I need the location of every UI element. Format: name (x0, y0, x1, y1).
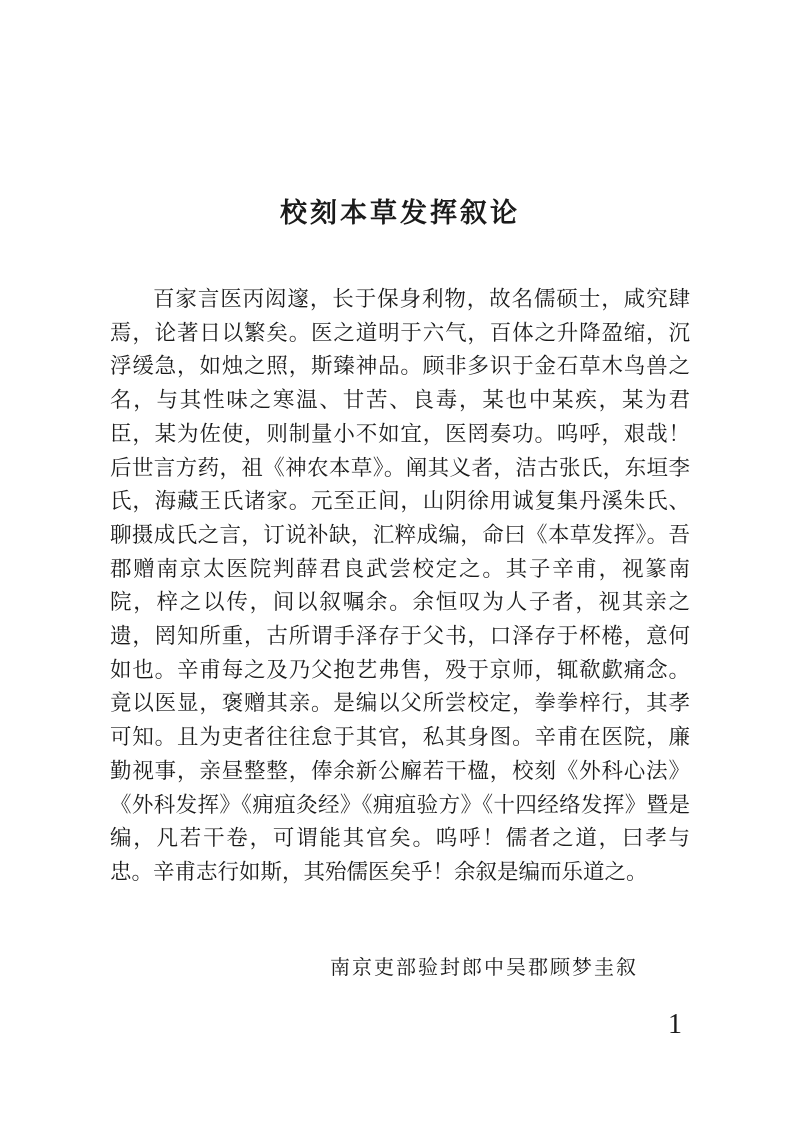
preface-body (110, 283, 690, 890)
preface-paragraph: 百家言医丙闳邃，长于保身利物，故名儒硕士，咸究肆焉，论著日以繁矣。医之道明于六气，百体之升降盈缩，沉浮缓急，如烛之照，斯臻神品。顾非多识于金石草木鸟兽之名，与其性味之寒温、甘苦、良毒，某也中某疾，某为君臣，某为佐使，则制量小不如宜，医罔奏功。呜呼，艰哉！后世言方药，祖《神农本草》。阐其义者，洁古张氏，东垣李氏，海藏王氏诸家。元至正间，山阴徐用诚复集丹溪朱氏、聊摄成氏之言，订说补缺，汇粹成编，命曰《本草发挥》。吾郡赠南京太医院判薛君良武尝校定之。其子辛甫，视篆南院，梓之以传，间以叙嘱余。余恒叹为人子者，视其亲之遗，罔知所重，古所谓手泽存于父书，口泽存于杯棬，意何如也。辛甫每之及乃父抱艺弗售，殁于京师，辄欷歔痛念。竟以医显，褒赠其亲。是编以父所尝校定，拳拳梓行，其孝可知。且为吏者往往怠于其官，私其身图。辛甫在医院，廉勤视事，亲昼整整，俸余新公廨若干楹，校刻《外科心法》《外科发挥》《痈疽灸经》《痈疽验方》《十四经络发挥》暨是编，凡若干卷，可谓能其官矣。呜呼！儒者之道，曰孝与忠。辛甫志行如斯，其殆儒医矣乎！余叙是编而乐道之。 (110, 287, 690, 885)
author-signature-line: 南京吏部验封郎中吴郡顾梦圭叙 (330, 955, 638, 979)
page-number: 1 (668, 1009, 682, 1040)
page-title: 校刻本草发挥叙论 (280, 198, 520, 229)
